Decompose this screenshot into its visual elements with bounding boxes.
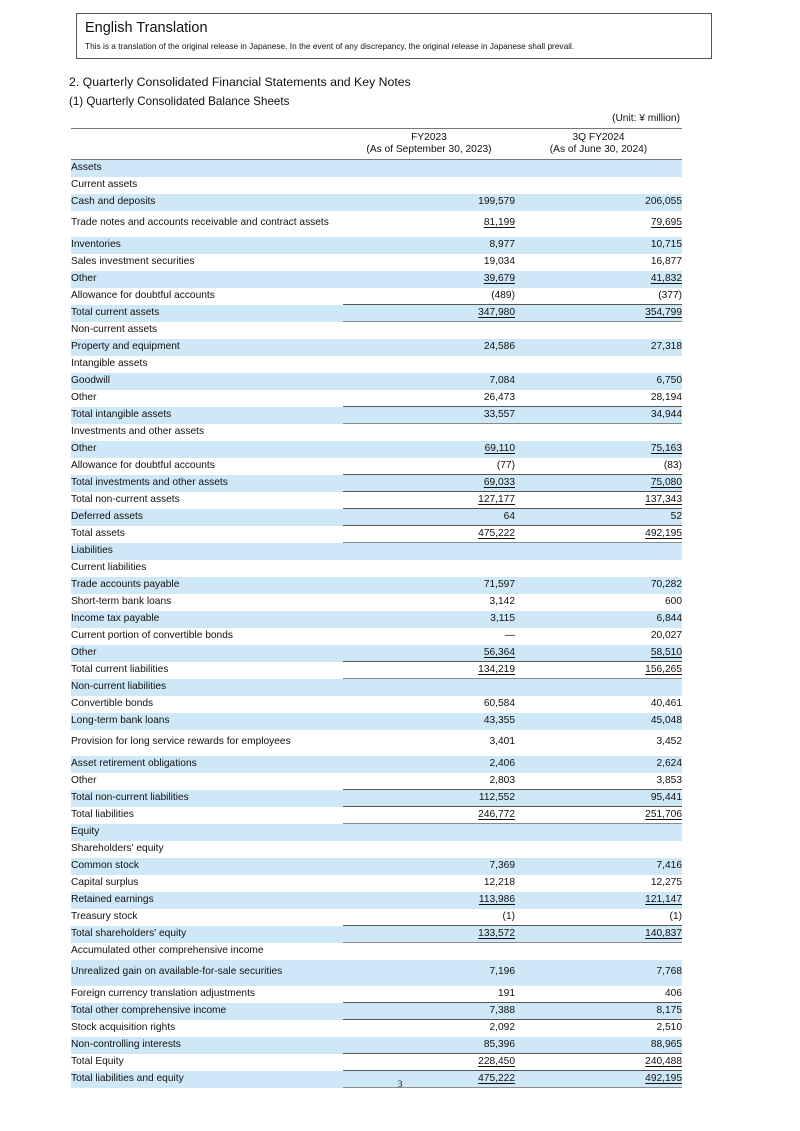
table-row (71, 492, 682, 509)
row-label: Investments and other assets (71, 425, 205, 437)
table-row (71, 288, 682, 305)
row-label: Income tax payable (71, 611, 343, 628)
table-row (71, 356, 682, 373)
row-value-fy2023: (489) (491, 289, 515, 301)
table-row (71, 892, 682, 909)
table-row (71, 211, 682, 237)
row-value-fy2023: 19,034 (483, 255, 515, 267)
table-row (71, 645, 682, 662)
table-row (71, 407, 682, 424)
row-label: Non-current assets (71, 323, 158, 335)
table-row (71, 858, 682, 875)
row-value-fy2023: 33,557 (343, 407, 515, 424)
row-label: Total shareholders' equity (71, 926, 343, 943)
row-value-3q-fy2024: 2,624 (515, 756, 682, 773)
row-value-3q-fy2024: 27,318 (515, 339, 682, 356)
row-value-fy2023 (343, 841, 515, 858)
row-value-fy2023: (77) (496, 459, 515, 471)
row-value-3q-fy2024: 240,488 (515, 1054, 682, 1071)
row-value-3q-fy2024: 58,510 (515, 645, 682, 662)
row-value-3q-fy2024: 75,163 (515, 441, 682, 458)
page-number: 3 (397, 1080, 403, 1090)
table-row (71, 424, 682, 441)
row-label: Allowance for doubtful accounts (71, 289, 215, 301)
table-row (71, 662, 682, 679)
row-label: Total non-current liabilities (71, 790, 343, 807)
table-row (71, 194, 682, 211)
row-value-3q-fy2024: 16,877 (650, 255, 682, 267)
table-row (71, 339, 682, 356)
table-row (71, 909, 682, 926)
table-row (71, 390, 682, 407)
table-row (71, 730, 682, 756)
table-row (71, 1037, 682, 1054)
row-label: Other (71, 441, 343, 458)
row-value-3q-fy2024: 354,799 (515, 305, 682, 322)
row-value-fy2023: 71,597 (343, 577, 515, 594)
row-label: Intangible assets (71, 357, 148, 369)
row-value-3q-fy2024: (377) (658, 289, 682, 301)
row-value-3q-fy2024: 45,048 (515, 713, 682, 730)
row-value-3q-fy2024 (515, 160, 682, 177)
row-value-fy2023: 69,033 (343, 475, 515, 492)
row-value-3q-fy2024: 6,844 (515, 611, 682, 628)
row-label: Total intangible assets (71, 407, 343, 424)
row-value-3q-fy2024: 40,461 (650, 697, 682, 709)
row-label: Treasury stock (71, 910, 138, 922)
row-value-fy2023: 43,355 (343, 713, 515, 730)
row-value-fy2023: 134,219 (343, 662, 515, 679)
table-row (71, 1003, 682, 1020)
row-value-3q-fy2024: 75,080 (515, 475, 682, 492)
row-value-3q-fy2024: 95,441 (515, 790, 682, 807)
row-value-3q-fy2024 (515, 943, 682, 960)
row-label: Total investments and other assets (71, 475, 343, 492)
row-value-3q-fy2024: 88,965 (515, 1037, 682, 1054)
table-row (71, 960, 682, 986)
row-value-fy2023: 475,222 (343, 1071, 515, 1088)
row-value-3q-fy2024: 52 (515, 509, 682, 526)
row-value-fy2023: 81,199 (483, 217, 515, 229)
row-label: Deferred assets (71, 509, 343, 526)
table-row (71, 807, 682, 824)
row-label: Goodwill (71, 373, 343, 390)
row-value-3q-fy2024: 137,343 (515, 492, 682, 509)
row-label: Inventories (71, 237, 343, 254)
table-row (71, 322, 682, 339)
table-row (71, 254, 682, 271)
table-row (71, 679, 682, 696)
row-value-3q-fy2024: 6,750 (515, 373, 682, 390)
row-value-3q-fy2024: 406 (665, 987, 682, 999)
row-label: Property and equipment (71, 339, 343, 356)
row-value-fy2023 (343, 543, 515, 560)
row-value-fy2023: 7,196 (343, 960, 515, 986)
row-value-3q-fy2024 (515, 841, 682, 858)
table-row (71, 475, 682, 492)
table-row (71, 773, 682, 790)
row-value-3q-fy2024: 3,853 (656, 774, 682, 786)
table-row (71, 305, 682, 322)
row-value-3q-fy2024: 7,416 (515, 858, 682, 875)
row-value-fy2023 (343, 356, 515, 373)
row-value-fy2023: 199,579 (343, 194, 515, 211)
row-label: Total Equity (71, 1055, 124, 1067)
row-value-fy2023: 475,222 (343, 526, 515, 543)
row-value-fy2023: 85,396 (343, 1037, 515, 1054)
row-label: Non-current liabilities (71, 679, 343, 696)
row-value-3q-fy2024: 2,510 (515, 1020, 682, 1037)
row-value-fy2023: 56,364 (343, 645, 515, 662)
english-translation-title: English Translation (85, 20, 208, 36)
row-value-fy2023: 2,092 (343, 1020, 515, 1037)
row-value-3q-fy2024: 79,695 (650, 217, 682, 229)
row-label: Capital surplus (71, 876, 139, 888)
row-label: Total non-current assets (71, 493, 180, 505)
table-row (71, 509, 682, 526)
row-value-fy2023: 69,110 (343, 441, 515, 458)
row-value-3q-fy2024 (515, 560, 682, 577)
table-row (71, 526, 682, 543)
row-label: Current liabilities (71, 561, 147, 573)
row-value-3q-fy2024 (515, 679, 682, 696)
table-row (71, 271, 682, 288)
row-value-fy2023: 112,552 (343, 790, 515, 807)
row-value-fy2023: 228,450 (343, 1054, 515, 1071)
row-value-fy2023: 246,772 (343, 807, 515, 824)
row-value-fy2023 (343, 177, 515, 194)
table-row (71, 628, 682, 645)
row-value-fy2023: 60,584 (483, 697, 515, 709)
row-label: Shareholders' equity (71, 842, 164, 854)
column-header-label (71, 129, 343, 160)
row-value-3q-fy2024: 206,055 (515, 194, 682, 211)
table-row (71, 756, 682, 773)
table-row (71, 543, 682, 560)
row-label: Trade accounts payable (71, 577, 343, 594)
table-header (71, 129, 682, 160)
row-label: Allowance for doubtful accounts (71, 459, 215, 471)
row-value-3q-fy2024: 7,768 (515, 960, 682, 986)
table-body (71, 160, 682, 1088)
table-row (71, 373, 682, 390)
table-row (71, 790, 682, 807)
row-label: Total liabilities and equity (71, 1071, 343, 1088)
row-value-3q-fy2024: 70,282 (515, 577, 682, 594)
table-row (71, 560, 682, 577)
row-value-3q-fy2024: 8,175 (515, 1003, 682, 1020)
row-label: Liabilities (71, 543, 343, 560)
row-value-3q-fy2024: 20,027 (650, 629, 682, 641)
row-value-3q-fy2024: 121,147 (515, 892, 682, 909)
row-label: Trade notes and accounts receivable and contract assets (71, 217, 329, 229)
table-row (71, 160, 682, 177)
row-label: Total liabilities (71, 808, 134, 820)
row-value-fy2023: 26,473 (483, 391, 515, 403)
row-label: Total current assets (71, 305, 343, 322)
english-translation-disclaimer: This is a translation of the original release in Japanese. In the event of any discrepancy, the original release in Japanese shall prevail. (85, 41, 575, 51)
table-row (71, 713, 682, 730)
row-label: Other (71, 774, 97, 786)
table-row (71, 875, 682, 892)
table-row (71, 237, 682, 254)
section-heading: 2. Quarterly Consolidated Financial Statements and Key Notes (69, 75, 411, 89)
row-value-3q-fy2024 (515, 322, 682, 339)
row-value-3q-fy2024: 12,275 (650, 876, 682, 888)
row-value-3q-fy2024: 3,452 (656, 736, 682, 748)
row-label: Sales investment securities (71, 255, 195, 267)
row-value-fy2023 (343, 322, 515, 339)
row-label: Short-term bank loans (71, 595, 172, 607)
row-value-fy2023 (343, 560, 515, 577)
row-label: Other (71, 645, 343, 662)
table-row (71, 577, 682, 594)
row-value-fy2023: 3,142 (489, 595, 515, 607)
english-translation-notice (76, 13, 712, 59)
row-label: Asset retirement obligations (71, 756, 343, 773)
row-label: Total other comprehensive income (71, 1003, 343, 1020)
row-value-3q-fy2024: 28,194 (650, 391, 682, 403)
row-value-fy2023 (343, 424, 515, 441)
row-value-3q-fy2024: 41,832 (515, 271, 682, 288)
row-value-fy2023 (343, 824, 515, 841)
row-value-3q-fy2024: (83) (663, 459, 682, 471)
table-row (71, 441, 682, 458)
subsection-heading: (1) Quarterly Consolidated Balance Sheets (69, 95, 290, 108)
row-value-fy2023: 113,986 (343, 892, 515, 909)
row-value-fy2023: 127,177 (343, 492, 515, 509)
balance-sheet-table (71, 128, 682, 1088)
table-row (71, 611, 682, 628)
row-value-fy2023: (1) (502, 910, 515, 922)
row-value-3q-fy2024 (515, 543, 682, 560)
row-value-3q-fy2024: 600 (665, 595, 682, 607)
row-value-fy2023: 64 (343, 509, 515, 526)
row-label: Stock acquisition rights (71, 1021, 176, 1033)
row-label: Non-controlling interests (71, 1037, 343, 1054)
row-value-3q-fy2024: 34,944 (515, 407, 682, 424)
row-value-fy2023 (343, 943, 515, 960)
column-header-3q-fy2024: 3Q FY2024 (As of June 30, 2024) (515, 129, 682, 160)
row-label: Current assets (71, 178, 138, 190)
row-label: Provision for long service rewards for employees (71, 736, 291, 748)
row-label: Total current liabilities (71, 663, 169, 675)
row-value-fy2023: 8,977 (343, 237, 515, 254)
row-value-fy2023: 7,369 (343, 858, 515, 875)
row-label: Long-term bank loans (71, 713, 343, 730)
table-row (71, 1054, 682, 1071)
row-label: Total assets (71, 527, 125, 539)
row-value-fy2023 (343, 160, 515, 177)
row-value-3q-fy2024: 492,195 (515, 526, 682, 543)
row-label: Equity (71, 824, 343, 841)
row-value-fy2023: 133,572 (343, 926, 515, 943)
row-value-3q-fy2024 (515, 177, 682, 194)
row-value-3q-fy2024 (515, 424, 682, 441)
row-value-3q-fy2024: (1) (669, 910, 682, 922)
row-value-fy2023: 3,401 (489, 736, 515, 748)
table-row (71, 986, 682, 1003)
table-row (71, 696, 682, 713)
table-row (71, 1020, 682, 1037)
row-label: Retained earnings (71, 892, 343, 909)
row-value-fy2023: 191 (498, 987, 515, 999)
row-label: Foreign currency translation adjustments (71, 987, 256, 999)
table-row (71, 458, 682, 475)
row-value-3q-fy2024: 156,265 (515, 662, 682, 679)
unit-note: (Unit: ¥ million) (612, 113, 680, 124)
row-label: Accumulated other comprehensive income (71, 944, 264, 956)
table-row (71, 926, 682, 943)
row-value-fy2023 (343, 679, 515, 696)
row-label: Other (71, 391, 97, 403)
row-value-fy2023: — (504, 629, 515, 641)
row-value-3q-fy2024 (515, 356, 682, 373)
row-value-fy2023: 39,679 (343, 271, 515, 288)
row-label: Unrealized gain on available-for-sale securities (71, 960, 343, 986)
row-label: Assets (71, 160, 343, 177)
row-label: Convertible bonds (71, 697, 154, 709)
row-value-3q-fy2024 (515, 824, 682, 841)
row-value-fy2023: 347,980 (343, 305, 515, 322)
table-row (71, 177, 682, 194)
table-row (71, 943, 682, 960)
table-row (71, 594, 682, 611)
row-value-fy2023: 12,218 (483, 876, 515, 888)
row-value-3q-fy2024: 251,706 (515, 807, 682, 824)
row-value-fy2023: 3,115 (343, 611, 515, 628)
row-value-fy2023: 2,406 (343, 756, 515, 773)
row-value-fy2023: 2,803 (489, 774, 515, 786)
table-row (71, 824, 682, 841)
row-value-3q-fy2024: 492,195 (515, 1071, 682, 1088)
row-value-fy2023: 7,388 (343, 1003, 515, 1020)
column-header-fy2023: FY2023 (As of September 30, 2023) (343, 129, 515, 160)
row-value-3q-fy2024: 10,715 (515, 237, 682, 254)
table-row (71, 841, 682, 858)
row-value-fy2023: 24,586 (343, 339, 515, 356)
row-label: Common stock (71, 858, 343, 875)
row-value-fy2023: 7,084 (343, 373, 515, 390)
row-label: Other (71, 271, 343, 288)
row-label: Current portion of convertible bonds (71, 629, 233, 641)
row-value-3q-fy2024: 140,837 (515, 926, 682, 943)
row-label: Cash and deposits (71, 194, 343, 211)
